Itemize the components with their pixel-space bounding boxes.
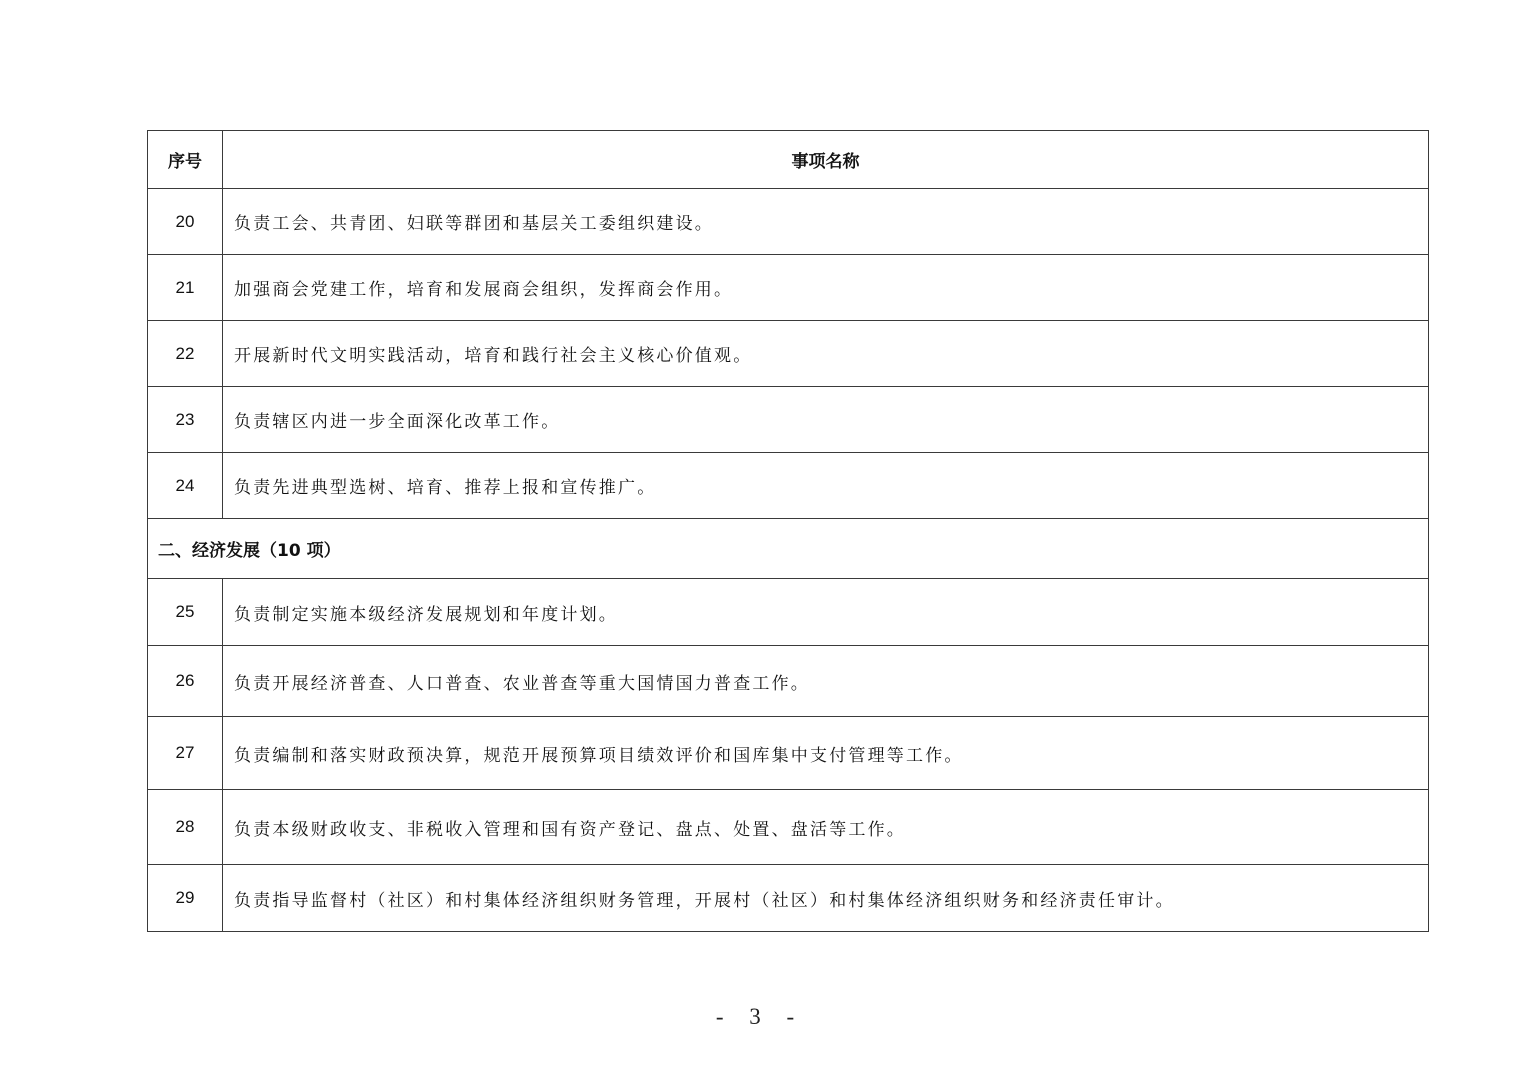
row-item-name: 开展新时代文明实践活动，培育和践行社会主义核心价值观。	[223, 321, 1429, 387]
table-row	[148, 189, 1429, 255]
page-number: - 3 -	[715, 1004, 805, 1029]
row-item-name: 负责辖区内进一步全面深化改革工作。	[223, 387, 1429, 453]
table-row	[148, 790, 1429, 865]
row-item-name: 负责工会、共青团、妇联等群团和基层关工委组织建设。	[223, 189, 1429, 255]
row-number: 21	[148, 255, 223, 321]
table-row	[148, 255, 1429, 321]
row-number: 23	[148, 387, 223, 453]
section-heading-row	[148, 519, 1429, 579]
row-number: 27	[148, 717, 223, 790]
row-number: 24	[148, 453, 223, 519]
table-row	[148, 321, 1429, 387]
table-row	[148, 646, 1429, 717]
row-number: 20	[148, 189, 223, 255]
row-number: 28	[148, 790, 223, 865]
row-number: 29	[148, 865, 223, 932]
header-item-name: 事项名称	[223, 131, 1429, 189]
table-row	[148, 453, 1429, 519]
row-item-name: 负责编制和落实财政预决算，规范开展预算项目绩效评价和国库集中支付管理等工作。	[223, 717, 1429, 790]
table-header-row	[148, 131, 1429, 189]
table-row	[148, 865, 1429, 932]
row-item-name: 负责制定实施本级经济发展规划和年度计划。	[223, 579, 1429, 646]
row-number: 25	[148, 579, 223, 646]
table-row	[148, 717, 1429, 790]
row-item-name: 负责指导监督村（社区）和村集体经济组织财务管理，开展村（社区）和村集体经济组织财务和经济责任审计。	[223, 865, 1429, 932]
row-item-name: 加强商会党建工作，培育和发展商会组织，发挥商会作用。	[223, 255, 1429, 321]
row-item-name: 负责先进典型选树、培育、推荐上报和宣传推广。	[223, 453, 1429, 519]
table-row	[148, 387, 1429, 453]
section-heading: 二、经济发展（10 项）	[148, 519, 1429, 579]
row-item-name: 负责本级财政收支、非税收入管理和国有资产登记、盘点、处置、盘活等工作。	[223, 790, 1429, 865]
row-item-name: 负责开展经济普查、人口普查、农业普查等重大国情国力普查工作。	[223, 646, 1429, 717]
row-number: 22	[148, 321, 223, 387]
header-serial-number: 序号	[148, 131, 223, 189]
table-row	[148, 579, 1429, 646]
row-number: 26	[148, 646, 223, 717]
matters-table	[147, 130, 1429, 932]
